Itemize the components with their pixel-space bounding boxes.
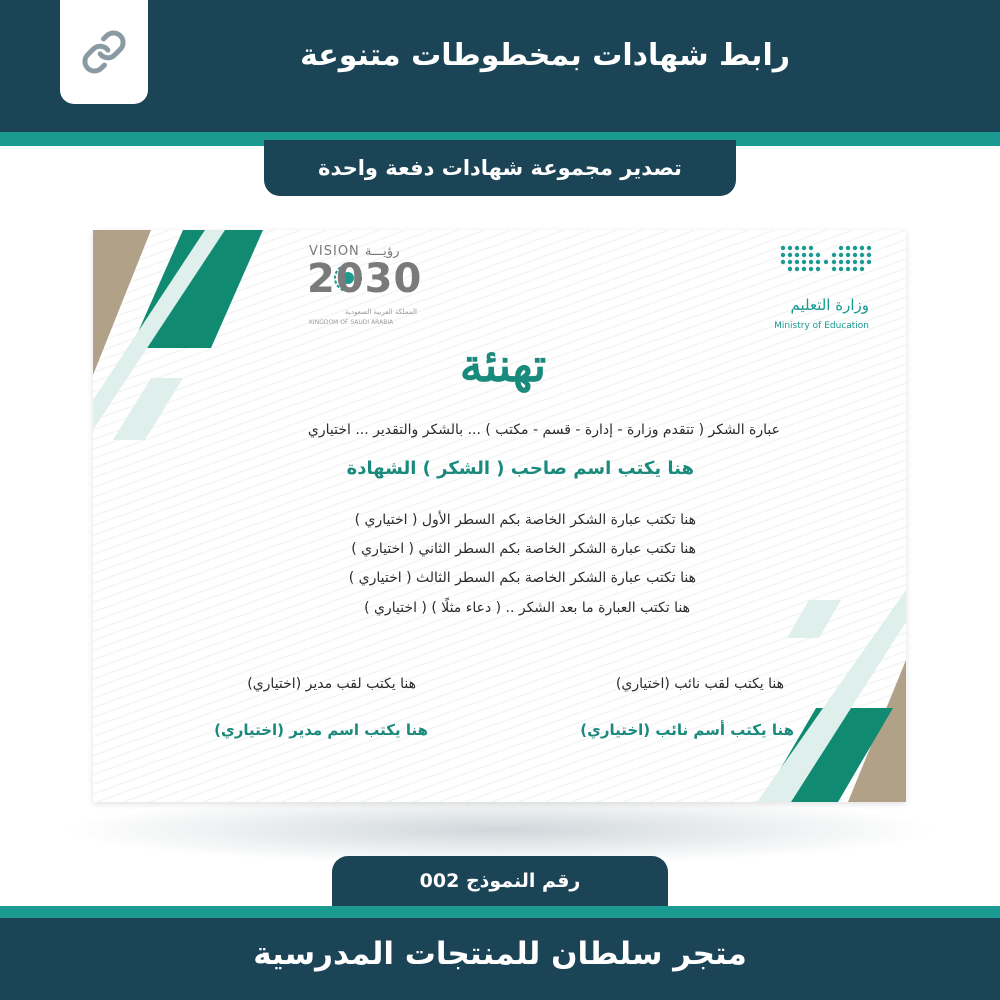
certificate-preview [93,230,906,802]
manager-title: هنا يكتب لقب مدير (اختياري) [247,676,416,692]
certificate-intro: عبارة الشكر ( تتقدم وزارة - إدارة - قسم - مكتب ) ... بالشكر والتقدير ... اختياري [307,422,780,438]
ministry-of-education-logo [773,244,883,331]
link-button[interactable] [60,0,148,104]
page-title: رابط شهادات بمخطوطات متنوعة [300,38,790,73]
subtitle-pill [264,140,736,196]
deputy-title: هنا يكتب لقب نائب (اختياري) [615,676,784,692]
certificate-line-1: هنا تكتب عبارة الشكر الخاصة بكم السطر الأول ( اختياري ) [354,512,696,528]
store-name: متجر سلطان للمنتجات المدرسية [253,936,747,972]
bottom-accent-stripe [0,906,1000,918]
model-number-text: رقم النموذج 002 [419,870,581,892]
ministry-logo-english: Ministry of Education [774,321,869,331]
vision-logo-number: 2030 [307,256,423,302]
certificate-line-3: هنا تكتب عبارة الشكر الخاصة بكم السطر الثالث ( اختياري ) [348,570,696,586]
ministry-logo-arabic: وزارة التعليم [790,296,869,314]
certificate-line-4: هنا تكتب العبارة ما بعد الشكر .. ( دعاء مثلًا ) ( اختياري ) [364,600,690,616]
bottom-right-light-strip-2 [787,600,841,638]
vision-logo-english: KINGDOM OF SAUDI ARABIA [309,319,394,326]
vision-logo-top: VISION رؤيـــة [309,244,400,259]
top-left-light-strip-2 [113,378,183,440]
model-number-pill [332,856,668,906]
subtitle-text: تصدير مجموعة شهادات دفعة واحدة [318,156,682,180]
certificate-shadow [60,795,940,865]
vision-2030-logo [305,242,425,326]
certificate-line-2: هنا تكتب عبارة الشكر الخاصة بكم السطر الثاني ( اختياري ) [351,541,696,557]
manager-name: هنا يكتب اسم مدير (اختياري) [214,721,428,739]
deputy-name: هنا يكتب أسم نائب (اختياري) [580,721,794,739]
vision-logo-arabic: المملكة العربية السعودية [345,308,417,316]
certificate-heading: تهنئة [459,338,547,392]
link-icon [81,29,127,75]
recipient-name: هنا يكتب اسم صاحب ( الشكر ) الشهادة [346,458,694,479]
